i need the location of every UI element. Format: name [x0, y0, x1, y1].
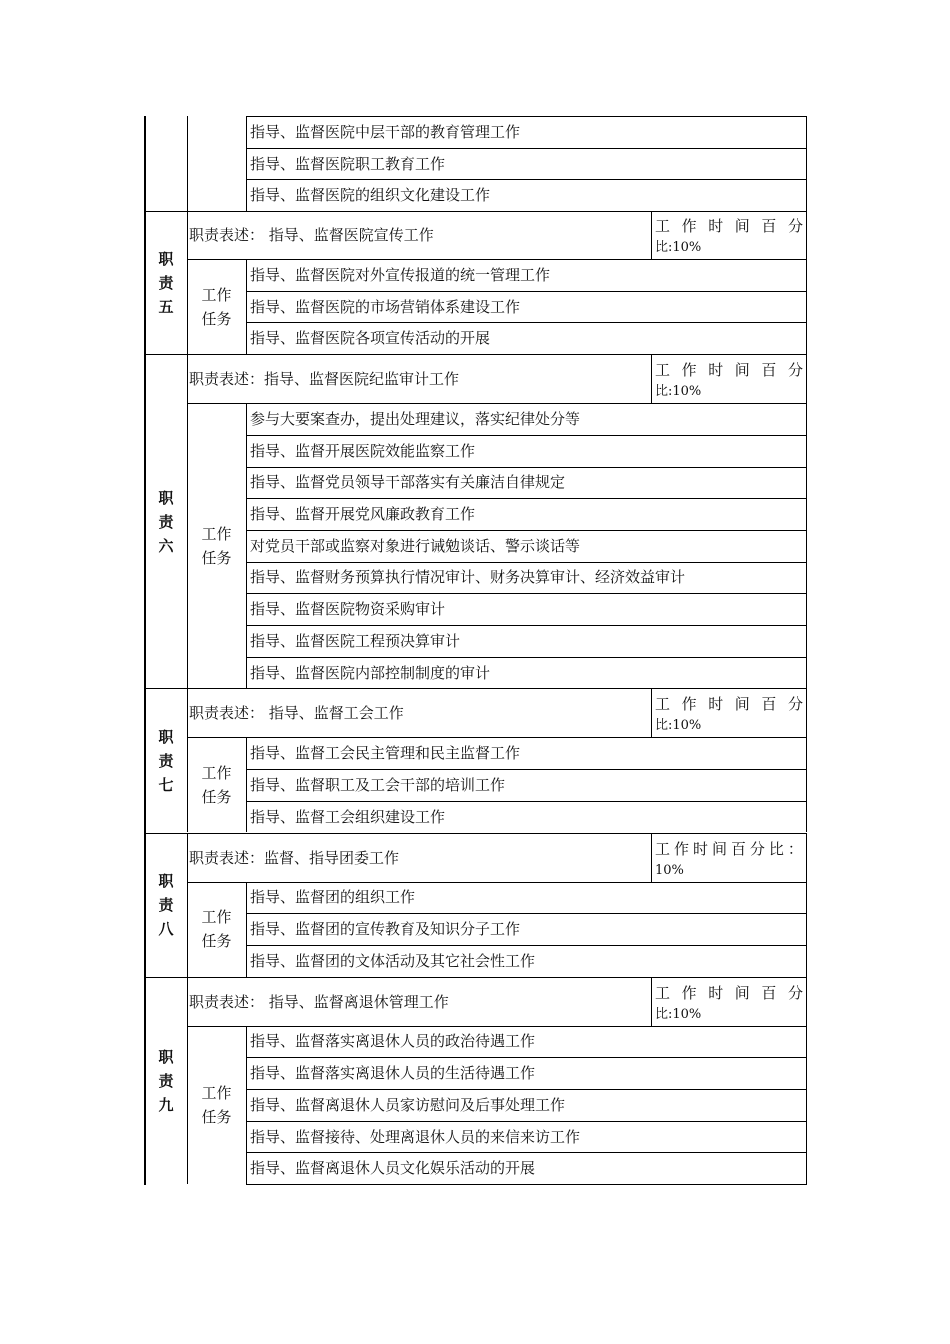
task-row: 指导、监督医院工程预决算审计	[250, 631, 461, 650]
time-percent	[651, 978, 806, 1026]
task-row: 指导、监督财务预算执行情况审计、财务决算审计、经济效益审计	[250, 568, 686, 587]
task-row: 指导、监督落实离退休人员的政治待遇工作	[250, 1032, 536, 1051]
task-row: 指导、监督医院职工教育工作	[250, 154, 446, 173]
time-percent-label: 工 作 时 间 百 分 比 ：	[655, 839, 803, 858]
duty-label: 职 责 九	[158, 1047, 174, 1114]
table-border	[187, 978, 188, 1185]
task-label: 工作 任务	[201, 908, 232, 951]
time-percent-value: 比:10%	[655, 384, 702, 400]
time-percent-label: 工 作 时 间 百 分	[655, 361, 803, 380]
table-border	[187, 211, 188, 354]
task-row: 指导、监督离退休人员家访慰问及后事处理工作	[250, 1095, 566, 1114]
table-border	[806, 116, 807, 211]
task-row: 指导、监督开展党风廉政教育工作	[250, 505, 476, 524]
task-label: 工作 任务	[201, 1083, 232, 1126]
task-row: 指导、监督团的文体活动及其它社会性工作	[250, 951, 536, 970]
table-border	[651, 978, 652, 1026]
task-row: 对党员干部或监察对象进行诫勉谈话、警示谈话等	[250, 536, 581, 555]
duty-description: 职责表述： 指导、监督医院宣传工作	[189, 226, 434, 244]
task-row: 指导、监督医院物资采购审计	[250, 600, 446, 619]
duty-label: 职 责 六	[158, 488, 174, 555]
time-percent	[651, 211, 806, 259]
duty-label: 职 责 五	[158, 249, 174, 316]
table-border	[806, 689, 807, 832]
duty-description: 职责表述：监督、指导团委工作	[189, 848, 400, 867]
table-border	[246, 882, 247, 977]
time-percent-value: 比:10%	[655, 1006, 702, 1022]
time-percent-label: 工 作 时 间 百 分	[655, 695, 803, 714]
table-border	[144, 116, 146, 1185]
task-row: 指导、监督党员领导干部落实有关廉洁自律规定	[250, 473, 566, 492]
time-percent	[651, 355, 806, 403]
table-border	[806, 211, 807, 354]
time-percent-label: 工 作 时 间 百 分	[655, 983, 803, 1002]
table-border	[806, 355, 807, 688]
table-border	[651, 834, 652, 882]
time-percent	[651, 834, 806, 882]
task-row: 指导、监督医院对外宣传报道的统一管理工作	[250, 265, 551, 284]
table-border	[806, 978, 807, 1185]
table-border	[246, 259, 247, 354]
task-label: 工作 任务	[201, 524, 232, 567]
table-border	[187, 689, 188, 832]
table-border	[187, 834, 188, 977]
task-row: 指导、监督医院内部控制制度的审计	[250, 663, 491, 682]
task-row: 指导、监督医院的组织文化建设工作	[250, 186, 491, 205]
duty-description: 职责表述： 指导、监督离退休管理工作	[189, 992, 449, 1011]
table-border	[651, 211, 652, 259]
table-border	[187, 355, 188, 688]
table-border	[246, 737, 247, 832]
duty-label: 职 责 七	[158, 727, 174, 794]
task-row: 指导、监督开展医院效能监察工作	[250, 441, 476, 460]
time-percent	[651, 689, 806, 737]
task-label: 工作 任务	[201, 285, 232, 328]
time-percent-value: 比:10%	[655, 240, 702, 255]
table-border	[246, 116, 247, 211]
task-row: 指导、监督工会民主管理和民主监督工作	[250, 744, 521, 763]
task-label: 工作 任务	[201, 763, 232, 806]
table-border	[187, 116, 188, 211]
time-percent-value: 10%	[655, 862, 684, 878]
table-border	[246, 1026, 247, 1185]
task-row: 指导、监督接待、处理离退休人员的来信来访工作	[250, 1127, 581, 1146]
duty-description: 职责表述： 指导、监督工会工作	[189, 704, 404, 723]
table-border	[651, 355, 652, 403]
task-row: 指导、监督落实离退休人员的生活待遇工作	[250, 1064, 536, 1083]
task-row: 指导、监督团的组织工作	[250, 888, 416, 907]
time-percent-value: 比:10%	[655, 718, 702, 734]
duty-description: 职责表述：指导、监督医院纪监审计工作	[189, 370, 460, 389]
time-percent-label: 工 作 时 间 百 分	[655, 217, 803, 235]
task-row: 参与大要案查办，提出处理建议，落实纪律处分等	[250, 409, 581, 428]
table-border	[651, 689, 652, 737]
table-border	[806, 834, 807, 977]
table-border	[246, 403, 247, 688]
task-row: 指导、监督医院各项宣传活动的开展	[250, 329, 491, 348]
table-border	[246, 1184, 807, 1185]
task-row: 指导、监督团的宣传教育及知识分子工作	[250, 920, 521, 939]
task-row: 指导、监督离退休人员文化娱乐活动的开展	[250, 1159, 536, 1178]
task-row: 指导、监督职工及工会干部的培训工作	[250, 775, 506, 794]
task-row: 指导、监督医院的市场营销体系建设工作	[250, 297, 521, 316]
task-row: 指导、监督工会组织建设工作	[250, 807, 446, 826]
task-row: 指导、监督医院中层干部的教育管理工作	[250, 122, 521, 141]
duty-label: 职 责 八	[158, 872, 174, 939]
